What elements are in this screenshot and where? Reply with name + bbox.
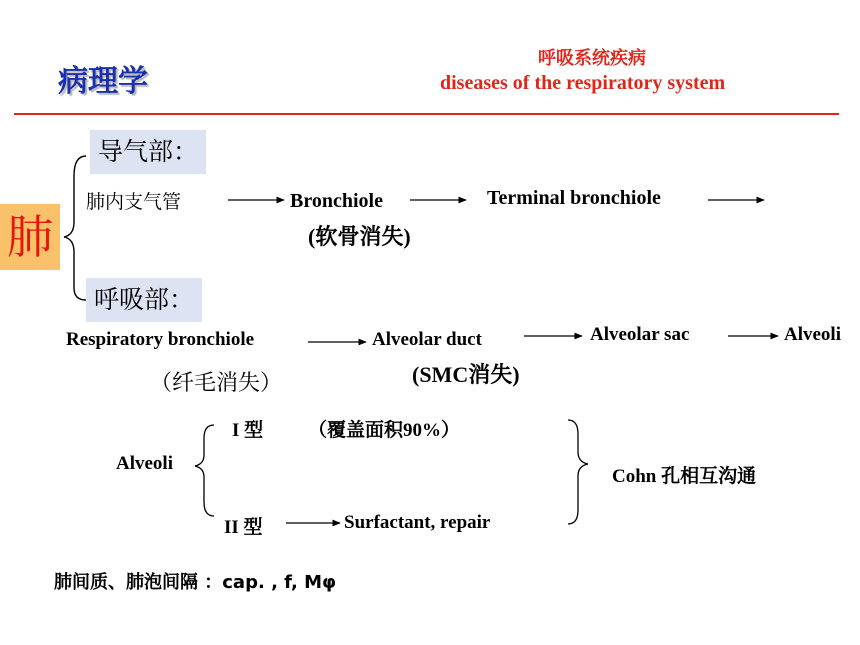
alveoli-brace-left bbox=[195, 425, 214, 516]
cohn-pores: Cohn 孔相互沟通 bbox=[612, 466, 757, 487]
subtitle-english: diseases of the respiratory system bbox=[440, 72, 726, 94]
respiratory-bronchiole-note: （纤毛消失） bbox=[150, 371, 283, 396]
bronchiole-label: Bronchiole bbox=[290, 190, 383, 212]
terminal-bronchiole-label: Terminal bronchiole bbox=[487, 187, 661, 209]
intrapulmonary-bronchus: 肺内支气管 bbox=[86, 191, 182, 213]
subtitle-chinese: 呼吸系统疾病 bbox=[538, 48, 646, 69]
type1-cell: I 型 bbox=[232, 420, 264, 441]
alveoli-label: Alveoli bbox=[784, 324, 841, 345]
alveolar-sac-label: Alveolar sac bbox=[590, 324, 690, 345]
respiratory-bronchiole-label: Respiratory bronchiole bbox=[66, 329, 255, 350]
interstitium-note: 肺间质、肺泡间隔 ：cap. , f, Mφ bbox=[54, 572, 337, 593]
type1-note: （覆盖面积90%） bbox=[308, 420, 461, 441]
lung-label: 肺 bbox=[0, 204, 60, 270]
alveolar-duct-label: Alveolar duct bbox=[372, 329, 482, 350]
conducting-heading: 导气部： bbox=[90, 130, 206, 174]
alveoli-detail-label: Alveoli bbox=[116, 453, 173, 474]
alveoli-brace-right bbox=[568, 420, 588, 524]
respiratory-heading: 呼吸部： bbox=[86, 278, 202, 322]
surfactant-repair: Surfactant, repair bbox=[344, 512, 491, 533]
page-title: 病理学 bbox=[58, 64, 148, 99]
type2-cell: II 型 bbox=[224, 517, 263, 538]
main-brace bbox=[64, 156, 86, 300]
bronchiole-note: (软骨消失) bbox=[308, 224, 411, 249]
alveolar-duct-note: (SMC消失) bbox=[412, 362, 520, 387]
